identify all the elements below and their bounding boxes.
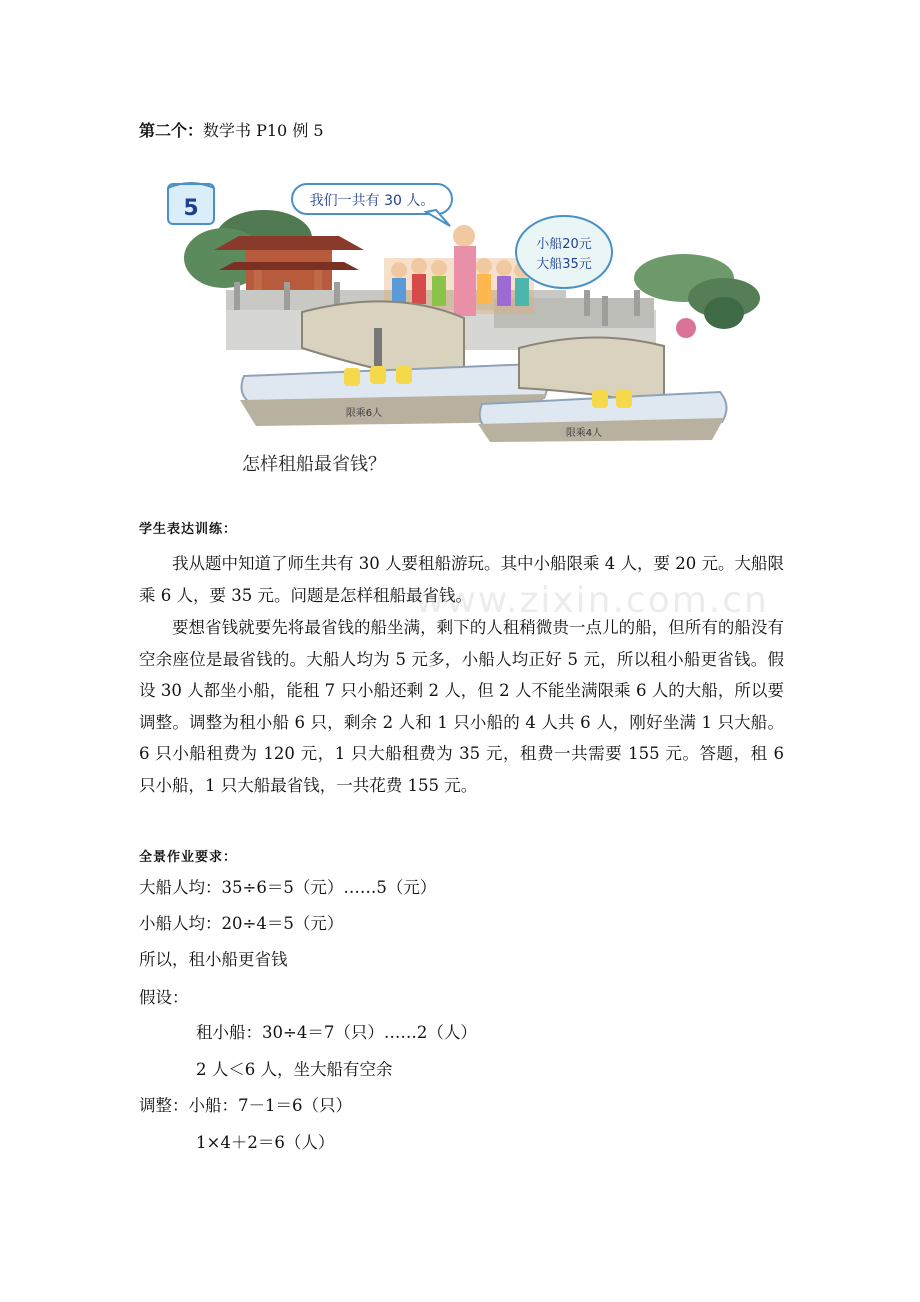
- homework-label: 全景作业要求：: [139, 850, 238, 865]
- homework-line: 租小船：30÷4＝7（只）……2（人）: [196, 1023, 477, 1042]
- training-paragraph-2: 要想省钱就要先将最省钱的船坐满，剩下的人租稍微贵一点儿的船，但所有的船没有空余座位是最省钱的。大船人均为 5 元多，小船人均正好 5 元，所以租小船更省钱。假设 30 人都坐小船，能租 7 只小船还剩 2 人，但 2 人不能坐满限乘 6 人的大船，所以要调整。调整为租小船 6 只，剩余 2 人和 1 只小船的 4 人共 6 人，刚好坐满 1 只大船。6 只小船租费为 120 元，1 只大船租费为 35 元，租费一共需要 155 元。答题，租 6 只小船，1 只大船最省钱，一共花费 155 元。: [139, 618, 784, 795]
- example-number: 5: [183, 196, 199, 221]
- homework-line: 假设：: [139, 988, 189, 1007]
- watermark: www.zixin.com.cn: [415, 580, 769, 621]
- homework-line: 小船人均：20÷4＝5（元）: [139, 914, 344, 933]
- homework-line: 大船人均：35÷6＝5（元）……5（元）: [139, 878, 437, 897]
- speech-bubble: [292, 184, 452, 226]
- example-badge: [168, 183, 214, 224]
- homework-line: 所以，租小船更省钱: [139, 950, 288, 969]
- large-boat-label: 限乘6人: [345, 408, 383, 419]
- heading-text: 数学书 P10 例 5: [203, 121, 324, 140]
- page-heading: [139, 118, 324, 141]
- homework-line: 2 人＜6 人，坐大船有空余: [196, 1060, 393, 1079]
- textbook-illustration: [164, 178, 760, 484]
- small-boat-label: 限乘4人: [565, 428, 603, 439]
- homework-line: 调整：小船：7－1＝6（只）: [139, 1096, 352, 1115]
- sign-line1: 小船20元: [536, 237, 592, 252]
- training-label: 学生表达训练：: [139, 522, 238, 537]
- sign-line2: 大船35元: [536, 257, 592, 272]
- training-paragraph-1: 我从题中知道了师生共有 30 人要租船游玩。其中小船限乘 4 人，要 20 元。大船限乘 6 人，要 35 元。问题是怎样租船最省钱。: [139, 554, 784, 605]
- homework-line: 1×4＋2＝6（人）: [196, 1133, 335, 1152]
- question-text: 怎样租船最省钱？: [242, 454, 386, 475]
- speech-text: 我们一共有 30 人。: [309, 193, 435, 209]
- heading-prefix: 第二个：: [139, 121, 204, 140]
